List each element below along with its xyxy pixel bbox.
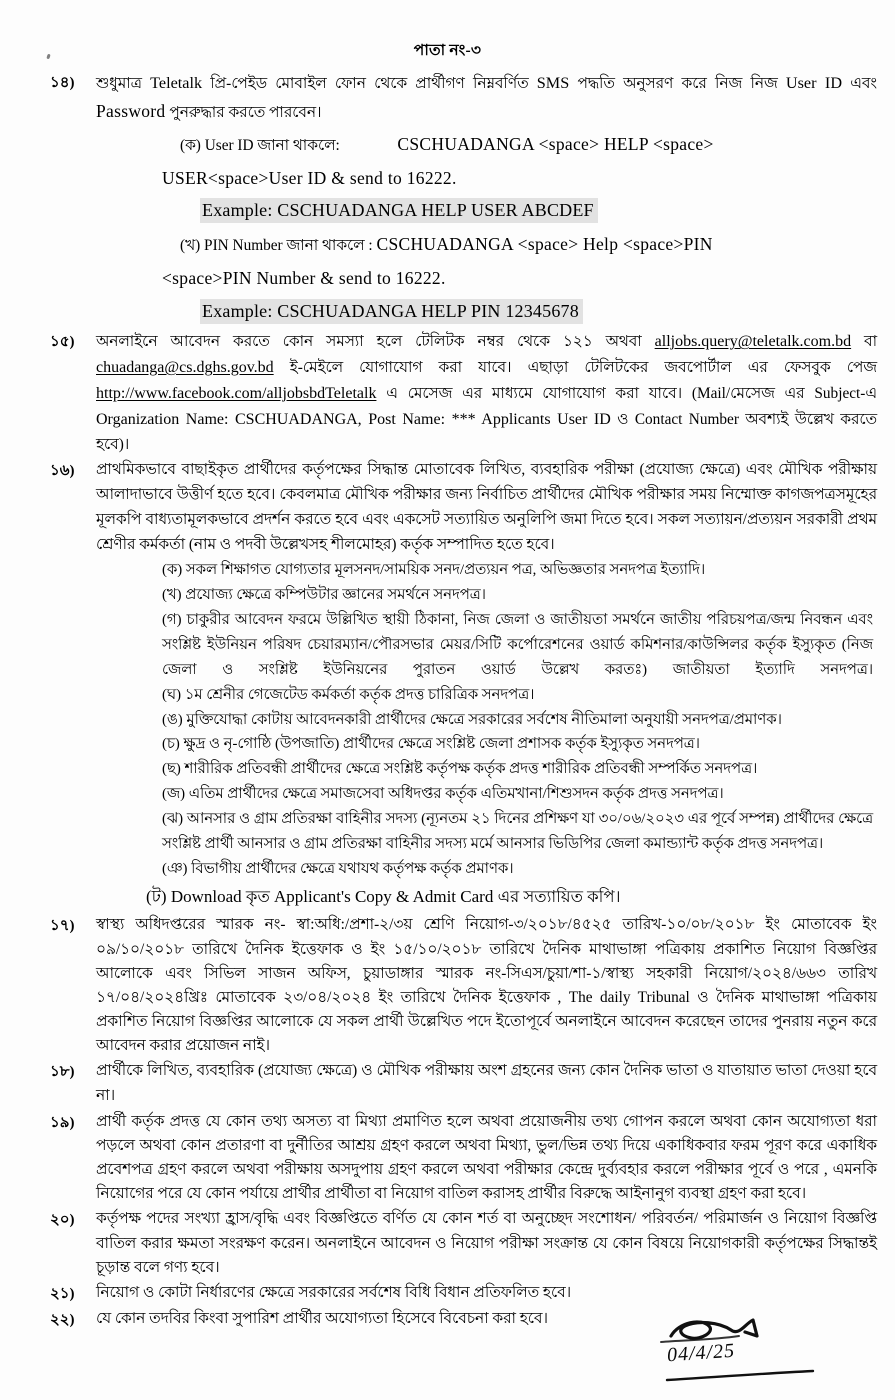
item-text: প্রার্থীকে লিখিত, ব্যবহারিক (প্রযোজ্য ক্ষেত্রে) ও মৌখিক পরীক্ষায় অংশ গ্রহনের জন্য কোন দৈনিক ভাতা ও যাতায়াত ভাতা দেওয়া হবে না। xyxy=(96,1062,877,1105)
email-link-chuadanga[interactable]: chuadanga@cs.dghs.gov.bd xyxy=(96,358,274,376)
document-list-item: (চ) ক্ষুদ্র ও নৃ-গোষ্ঠি (উপজাতি) প্রার্থীদের ক্ষেত্রে সংশ্লিষ্ট জেলা প্রশাসক কর্তৃক ইস্যুকৃত সনদপত্র। xyxy=(162,736,700,753)
sms-option-a-label: (ক) User ID জানা থাকলে: xyxy=(180,136,340,154)
item15-mid3: এ মেসেজ এর মাধ্যমে যোগাযোগ করা যাবে। (Mail/মেসেজ এর Subject-এ xyxy=(376,384,877,402)
list-item-20 xyxy=(50,1207,877,1279)
signature-date: 04/4/25 xyxy=(666,1339,736,1367)
sms-option-a-syntax: CSCHUADANGA <space> HELP <space> xyxy=(397,133,714,154)
item-number: ১৫) xyxy=(50,334,75,351)
document-list-item: (জ) এতিম প্রার্থীদের ক্ষেত্রে সমাজসেবা অধিদপ্তর কর্তৃক এতিমখানা/শিশুসদন কর্তৃক প্রদত্ত সনদপত্র। xyxy=(162,786,724,803)
item-number: ১৬) xyxy=(50,463,75,480)
list-item-19 xyxy=(50,1110,877,1207)
item-number: ১৯) xyxy=(50,1114,75,1131)
item15-mid1: বা xyxy=(851,333,878,351)
list-item-18 xyxy=(50,1059,877,1109)
item-text: যে কোন তদবির কিংবা সুপারিশ প্রার্থীর অযোগ্যতা হিসেবে বিবেচনা করা হবে। xyxy=(96,1310,548,1328)
item-number: ১৮) xyxy=(50,1064,75,1081)
item-text: নিয়োগ ও কোটা নির্ধারণের ক্ষেত্রে সরকারের সর্বশেষ বিধি বিধান প্রতিফলিত হবে। xyxy=(96,1283,572,1301)
document-list-item: (খ) প্রযোজ্য ক্ষেত্রে কম্পিউটার জ্ঞানের সমর্থনে সনদপত্র। xyxy=(162,587,486,604)
sms-option-b-example: Example: CSCHUADANGA HELP PIN 12345678 xyxy=(200,299,583,325)
item15-org-label: Organization Name: CSCHUADANGA, Post Name: *** Applicants User ID xyxy=(96,410,611,428)
item-text: কর্তৃপক্ষ পদের সংখ্যা হ্রাস/বৃদ্ধি এবং বিজ্ঞপ্তিতে বর্ণিত যে কোন শর্ত বা অনুচ্ছেদ সংশোধন/ পরিবর্তন/ পরিমার্জন ও নিয়োগ বিজ্ঞপ্তি বাতিল করার ক্ষমতা সংরক্ষণ করেন। অনলাইনে আবেদন ও নিয়োগ পরীক্ষা সংক্রান্ত যে কোন বিষয়ে নিয়োগকারী কর্তৃপক্ষের সিদ্ধান্তই চূড়ান্ত বলে গণ্য হবে। xyxy=(96,1210,877,1276)
item-text: শুধুমাত্র Teletalk প্রি-পেইড মোবাইল ফোন থেকে প্রার্থীগণ নিম্নবর্ণিত SMS পদ্ধতি অনুসরণ করে নিজ নিজ User ID এবং Password পুনরুদ্ধার করতে পারবেন। xyxy=(96,74,877,121)
item-number: ২২) xyxy=(50,1312,75,1329)
download-mid: কৃত xyxy=(245,887,274,907)
item-number: ১৪) xyxy=(50,75,75,91)
sms-option-b-syntax: CSCHUADANGA <space> Help <space>PIN xyxy=(376,234,713,255)
sms-option-a-syntax-cont: USER<space>User ID & send to 16222. xyxy=(162,167,457,188)
sms-option-a-example-row xyxy=(200,195,877,226)
sms-option-a-example: Example: CSCHUADANGA HELP USER ABCDEF xyxy=(200,198,598,224)
list-item-16 xyxy=(50,458,877,557)
item-text: স্বাস্থ্য অধিদপ্তরের স্মারক নং- স্বা:অধি:/প্রশা-২/৩য় শ্রেণি নিয়োগ-৩/২০১৮/৪৫২৫ তারিখ-১০/০৮/২০১৮ ইং মোতাবেক ইং ০৯/১০/২০১৮ তারিখে দৈনিক ইত্তেফাক ও ইং ১৫/১০/২০১৮ তারিখে দৈনিক মাথাভাঙ্গা পত্রিকায় প্রকাশিত নিয়োগ বিজ্ঞপ্তির আলোকে এবং সিভিল সাজন অফিস, চুয়াডাঙ্গার স্মারক নং-সিএস/চুয়া/শা-১/স্বাস্থ্য সহকারী নিয়োগ/২০২৪/৬৬৩ তারিখ ১৭/০৪/২০২৪খ্রিঃ মোতাবেক ২৩/০৪/২০২৪ ইং তারিখে দৈনিক ইত্তেফাক , The daily Tribunal ও দৈনিক মাথাভাঙ্গা পত্রিকায় প্রকাশিত নিয়োগ বিজ্ঞপ্তির আলোকে যে সকল প্রার্থী উল্লেখিত পদে ইতোপূর্বে অনলাইনে আবেদন করেছেন তাদের পুনরায় নতুন করে আবেদন করার প্রয়োজন নাই। xyxy=(96,916,877,1055)
sms-option-b-row xyxy=(180,227,877,261)
document-list-item: (ঘ) ১ম শ্রেনীর গেজেটেড কর্মকর্তা কর্তৃক প্রদত্ত চারিত্রিক সনদপত্র। xyxy=(162,686,535,703)
document-list-item: (ঞ) বিভাগীয় প্রার্থীদের ক্ষেত্রে যথাযথ কর্তৃপক্ষ কর্তৃক প্রমাণক। xyxy=(162,860,514,877)
sms-option-a-syntax-cont-row xyxy=(162,161,877,195)
item15-mid2: ই-মেইলে যোগাযোগ করা যাবে। এছাড়া টেলিটকের জবপোর্টাল এর ফেসবুক পেজ xyxy=(273,358,877,376)
document-content xyxy=(0,70,895,1333)
required-documents-list xyxy=(50,558,877,881)
list-item-15 xyxy=(50,329,877,457)
facebook-url-link[interactable]: http://www.facebook.com/alljobsbdTeletalk xyxy=(96,384,377,402)
signature-underline xyxy=(663,1368,833,1388)
document-list-item: (ঙ) মুক্তিযোদ্ধা কোটায় আবেদনকারী প্রার্থীদের ক্ষেত্রে সরকারের সর্বশেষ নীতিমালা অনুযায়ী সনদপত্র/প্রমাণক। xyxy=(162,711,782,728)
document-list-item: (গ) চাকুরীর আবেদন ফরমে উল্লিখিত স্থায়ী ঠিকানা, নিজ জেলা ও জাতীয়তা সমর্থনে জাতীয় পরিচয়পত্র/জন্ম নিবন্ধন এবং সংশ্লিষ্ট ইউনিয়ন পরিষদ চেয়ারম্যান/পৌরসভার মেয়র/সিটি কর্পোরেশনের ওয়ার্ড কমিশনার/কাউন্সিলর কর্তৃক ইস্যুকৃত (নিজ জেলা ও সংশ্লিষ্ট ইউনিয়নের পুরাতন ওয়ার্ড উল্লেখ করতঃ) জাতীয়তা ইত্যাদি সনদপত্র। xyxy=(162,612,873,678)
sms-option-b-syntax-cont: <space>PIN Number & send to 16222. xyxy=(162,268,446,289)
item15-tail: ও Contact Number অবশ্যই উল্লেখ করতে হবে)। xyxy=(96,410,878,453)
list-item-17 xyxy=(50,913,877,1058)
item-number: ২০) xyxy=(50,1212,75,1229)
list-item-21 xyxy=(50,1281,877,1306)
item-number: ১৭) xyxy=(50,918,75,935)
item-text xyxy=(96,329,877,457)
item-number: ২১) xyxy=(50,1285,75,1302)
document-list-item: (ছ) শারীরিক প্রতিবন্ধী প্রার্থীদের ক্ষেত্রে সংশ্লিষ্ট কর্তৃপক্ষ কর্তৃক প্রদত্ত শারীরিক প্রতিবন্ধী সম্পর্কিত সনদপত্র। xyxy=(162,761,758,778)
sms-instructions-block xyxy=(50,127,877,327)
item15-lead: অনলাইনে আবেদন করতে কোন সমস্যা হলে টেলিটক নম্বর থেকে ১২১ অথবা xyxy=(96,333,655,351)
signature-block xyxy=(653,1306,853,1388)
list-item-14 xyxy=(50,70,877,126)
document-list-item: (ক) সকল শিক্ষাগত যোগ্যতার মূলসনদ/সাময়িক সনদ/প্রত্যয়ন পত্র, অভিজ্ঞতার সনদপত্র ইত্যাদি। xyxy=(162,562,706,579)
sms-option-a-row xyxy=(180,127,877,161)
download-english: Applicant's Copy & Admit Card xyxy=(273,887,498,907)
download-suffix: এর সত্যায়িত কপি। xyxy=(497,887,621,907)
sms-option-b-label: (খ) PIN Number জানা থাকলে : xyxy=(180,237,373,255)
sms-option-b-syntax-cont-row xyxy=(162,261,877,295)
sms-option-b-example-row xyxy=(200,296,877,327)
email-link-alljobs[interactable]: alljobs.query@teletalk.com.bd xyxy=(654,333,852,351)
document-list-item: (ঝ) আনসার ও গ্রাম প্রতিরক্ষা বাহিনীর সদস্য (ন্যূনতম ২১ দিনের প্রশিক্ষণ যা ৩০/০৬/২০২৩ এর পূর্বে সম্পন্ন) প্রার্থীদের ক্ষেত্রে সংশ্লিষ্ট প্রার্থী আনসার ও গ্রাম প্রতিরক্ষা বাহিনীর সদস্য মর্মে আনসার ভিডিপির জেলা কমান্ড্যান্ট কর্তৃক প্রদত্ত সনদপত্র। xyxy=(162,810,873,852)
download-applicant-copy-line xyxy=(146,883,877,912)
download-prefix: (ট) Download xyxy=(146,887,246,907)
item-text: প্রাথমিকভাবে বাছাইকৃত প্রার্থীদের কর্তৃপক্ষের সিদ্ধান্ত মোতাবেক লিখিত, ব্যবহারিক পরীক্ষা (প্রযোজ্য ক্ষেত্রে) এবং মৌখিক পরীক্ষায় আলাদাভাবে উত্তীর্ণ হতে হবে। কেবলমাত্র মৌখিক পরীক্ষার জন্য নির্বাচিত প্রার্থীদের মৌখিক পরীক্ষার সময় নিম্মোক্ত কাগজপত্রসমূহের মূলকপি বাধ্যতামূলকভাবে প্রদর্শন করতে হবে এবং একসেট সত্যায়িত অনুলিপি জমা দিতে হবে। সকল সত্যায়ন/প্রত্যয়ন সরকারী প্রথম শ্রেণীর কর্মকর্তা (নাম ও পদবী উল্লেখসহ শীলমোহর) কর্তৃক সম্পাদিত হতে হবে। xyxy=(96,461,877,553)
item-text: প্রার্থী কর্তৃক প্রদত্ত যে কোন তথ্য অসত্য বা মিথ্যা প্রমাণিত হলে অথবা প্রয়োজনীয় তথ্য গোপন করলে অথবা কোন অযোগ্যতা ধরা পড়লে অথবা কোন প্রতারণা বা দুর্নীতির আশ্রয় গ্রহণ করলে অথবা মিথ্যা, ভুল/ভিন্ন তথ্য দিয়ে একাধিকবার ফরম পূরণ করে একাধিক প্রবেশপত্র গ্রহণ করলে অথবা পরীক্ষায় অসদুপায় গ্রহণ করলে অথবা পরীক্ষার কেন্দ্রে দুর্ব্যবহার করলে পরীক্ষার পূর্বে ও পরে , এমনকি নিয়োগের পরে যে কোন পর্যায়ে প্রার্থীর প্রার্থীতা বা নিয়োগ বাতিল করাসহ প্রার্থীর বিরুদ্ধে আইনানুগ ব্যবস্থা গ্রহণ করা হবে। xyxy=(96,1112,877,1203)
page-header-title: পাতা নং-৩ xyxy=(413,42,482,59)
